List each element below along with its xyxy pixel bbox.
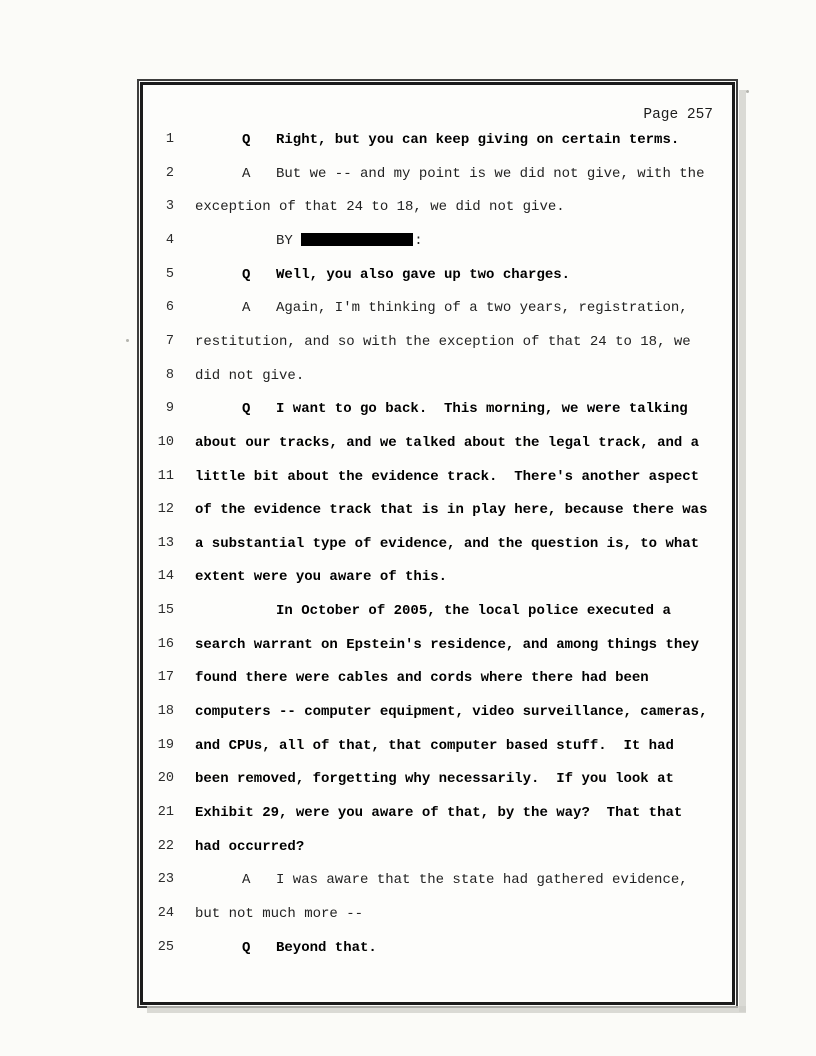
line-number: 13 <box>157 535 174 551</box>
transcript-line <box>143 535 732 555</box>
transcript-line <box>143 165 732 185</box>
line-text: little bit about the evidence track. There's another aspect <box>195 468 700 485</box>
line-text: search warrant on Epstein's residence, and among things they <box>195 636 700 653</box>
transcript-line <box>143 770 732 790</box>
transcript-line <box>143 939 732 959</box>
speaker-label: Q <box>242 266 251 283</box>
line-text: of the evidence track that is in play here, because there was <box>195 502 708 519</box>
line-number: 14 <box>157 569 174 585</box>
transcript-line <box>143 602 732 622</box>
speaker-label: A <box>242 872 251 889</box>
speaker-label: Q <box>242 401 251 418</box>
transcript-line <box>143 568 732 588</box>
line-text: a substantial type of evidence, and the question is, to what <box>195 535 700 552</box>
transcript-line <box>143 804 732 824</box>
transcript-line <box>143 669 732 689</box>
speaker-label: Q <box>242 132 251 148</box>
transcript-line <box>143 703 732 723</box>
transcript-line <box>143 299 732 319</box>
transcript-line <box>143 501 732 521</box>
line-number: 3 <box>165 199 174 215</box>
scan-speck <box>746 90 749 93</box>
line-number: 20 <box>157 771 174 787</box>
line-number: 15 <box>157 603 174 619</box>
line-text: In October of 2005, the local police executed a <box>276 603 671 620</box>
line-number: 23 <box>157 872 174 888</box>
transcript-line <box>143 871 732 891</box>
line-number: 7 <box>165 333 174 349</box>
page-scan-shadow-right <box>739 90 746 1012</box>
line-text: computers -- computer equipment, video surveillance, cameras, <box>195 704 708 721</box>
transcript-line <box>143 400 732 420</box>
line-text: Exhibit 29, were you aware of that, by the way? That that <box>195 805 683 821</box>
line-text: exception of that 24 to 18, we did not give. <box>195 199 565 216</box>
transcript-page <box>140 82 735 1005</box>
transcript-line <box>143 232 732 252</box>
line-number: 1 <box>165 132 174 147</box>
line-number: 12 <box>157 502 174 518</box>
line-number: 8 <box>165 367 174 383</box>
line-text: restitution, and so with the exception of that 24 to 18, we <box>195 333 691 350</box>
line-number: 22 <box>157 838 174 854</box>
line-number: 25 <box>157 939 174 955</box>
line-text: I want to go back. This morning, we were talking <box>276 401 688 418</box>
line-number: 17 <box>157 670 174 686</box>
line-text: about our tracks, and we talked about the legal track, and a <box>195 434 700 451</box>
transcript-line <box>143 266 732 286</box>
speaker-label: Q <box>242 939 251 956</box>
line-number: 10 <box>157 434 174 450</box>
transcript-line <box>143 636 732 656</box>
transcript-line <box>143 131 732 151</box>
line-text: Right, but you can keep giving on certain terms. <box>276 132 680 148</box>
line-number: 2 <box>165 165 174 181</box>
transcript-line <box>143 367 732 387</box>
line-text: Well, you also gave up two charges. <box>276 266 571 283</box>
line-number: 19 <box>157 737 174 753</box>
line-text: did not give. <box>195 367 305 384</box>
speaker-label: A <box>242 300 251 317</box>
line-text: But we -- and my point is we did not give, with the <box>276 165 705 182</box>
line-text: Again, I'm thinking of a two years, registration, <box>276 300 688 317</box>
transcript-line <box>143 468 732 488</box>
transcript-line <box>143 838 732 858</box>
line-text: Beyond that. <box>276 939 377 956</box>
line-text: extent were you aware of this. <box>195 569 448 586</box>
line-text: but not much more -- <box>195 905 364 922</box>
line-number: 21 <box>157 805 174 820</box>
line-number: 16 <box>157 636 174 652</box>
line-number: 9 <box>165 401 174 417</box>
speaker-label: A <box>242 165 251 182</box>
line-number: 5 <box>165 266 174 282</box>
redaction-bar <box>301 233 413 246</box>
line-text: been removed, forgetting why necessarily. If you look at <box>195 771 674 788</box>
page-number-label: Page 257 <box>643 107 713 123</box>
line-text: had occurred? <box>195 838 305 855</box>
line-text: found there were cables and cords where there had been <box>195 670 649 687</box>
line-number: 4 <box>165 232 174 248</box>
line-number: 18 <box>157 704 174 720</box>
transcript-line <box>143 434 732 454</box>
appearance-line: BY : <box>276 232 423 249</box>
line-text: and CPUs, all of that, that computer based stuff. It had <box>195 737 674 754</box>
line-text: I was aware that the state had gathered evidence, <box>276 872 688 889</box>
line-number: 24 <box>157 905 174 921</box>
scan-speck <box>126 339 129 342</box>
transcript-line <box>143 198 732 218</box>
page-scan-shadow-bottom <box>147 1006 746 1013</box>
transcript-line <box>143 333 732 353</box>
transcript-line <box>143 905 732 925</box>
line-number: 11 <box>157 468 174 484</box>
transcript-line <box>143 737 732 757</box>
line-number: 6 <box>165 300 174 316</box>
